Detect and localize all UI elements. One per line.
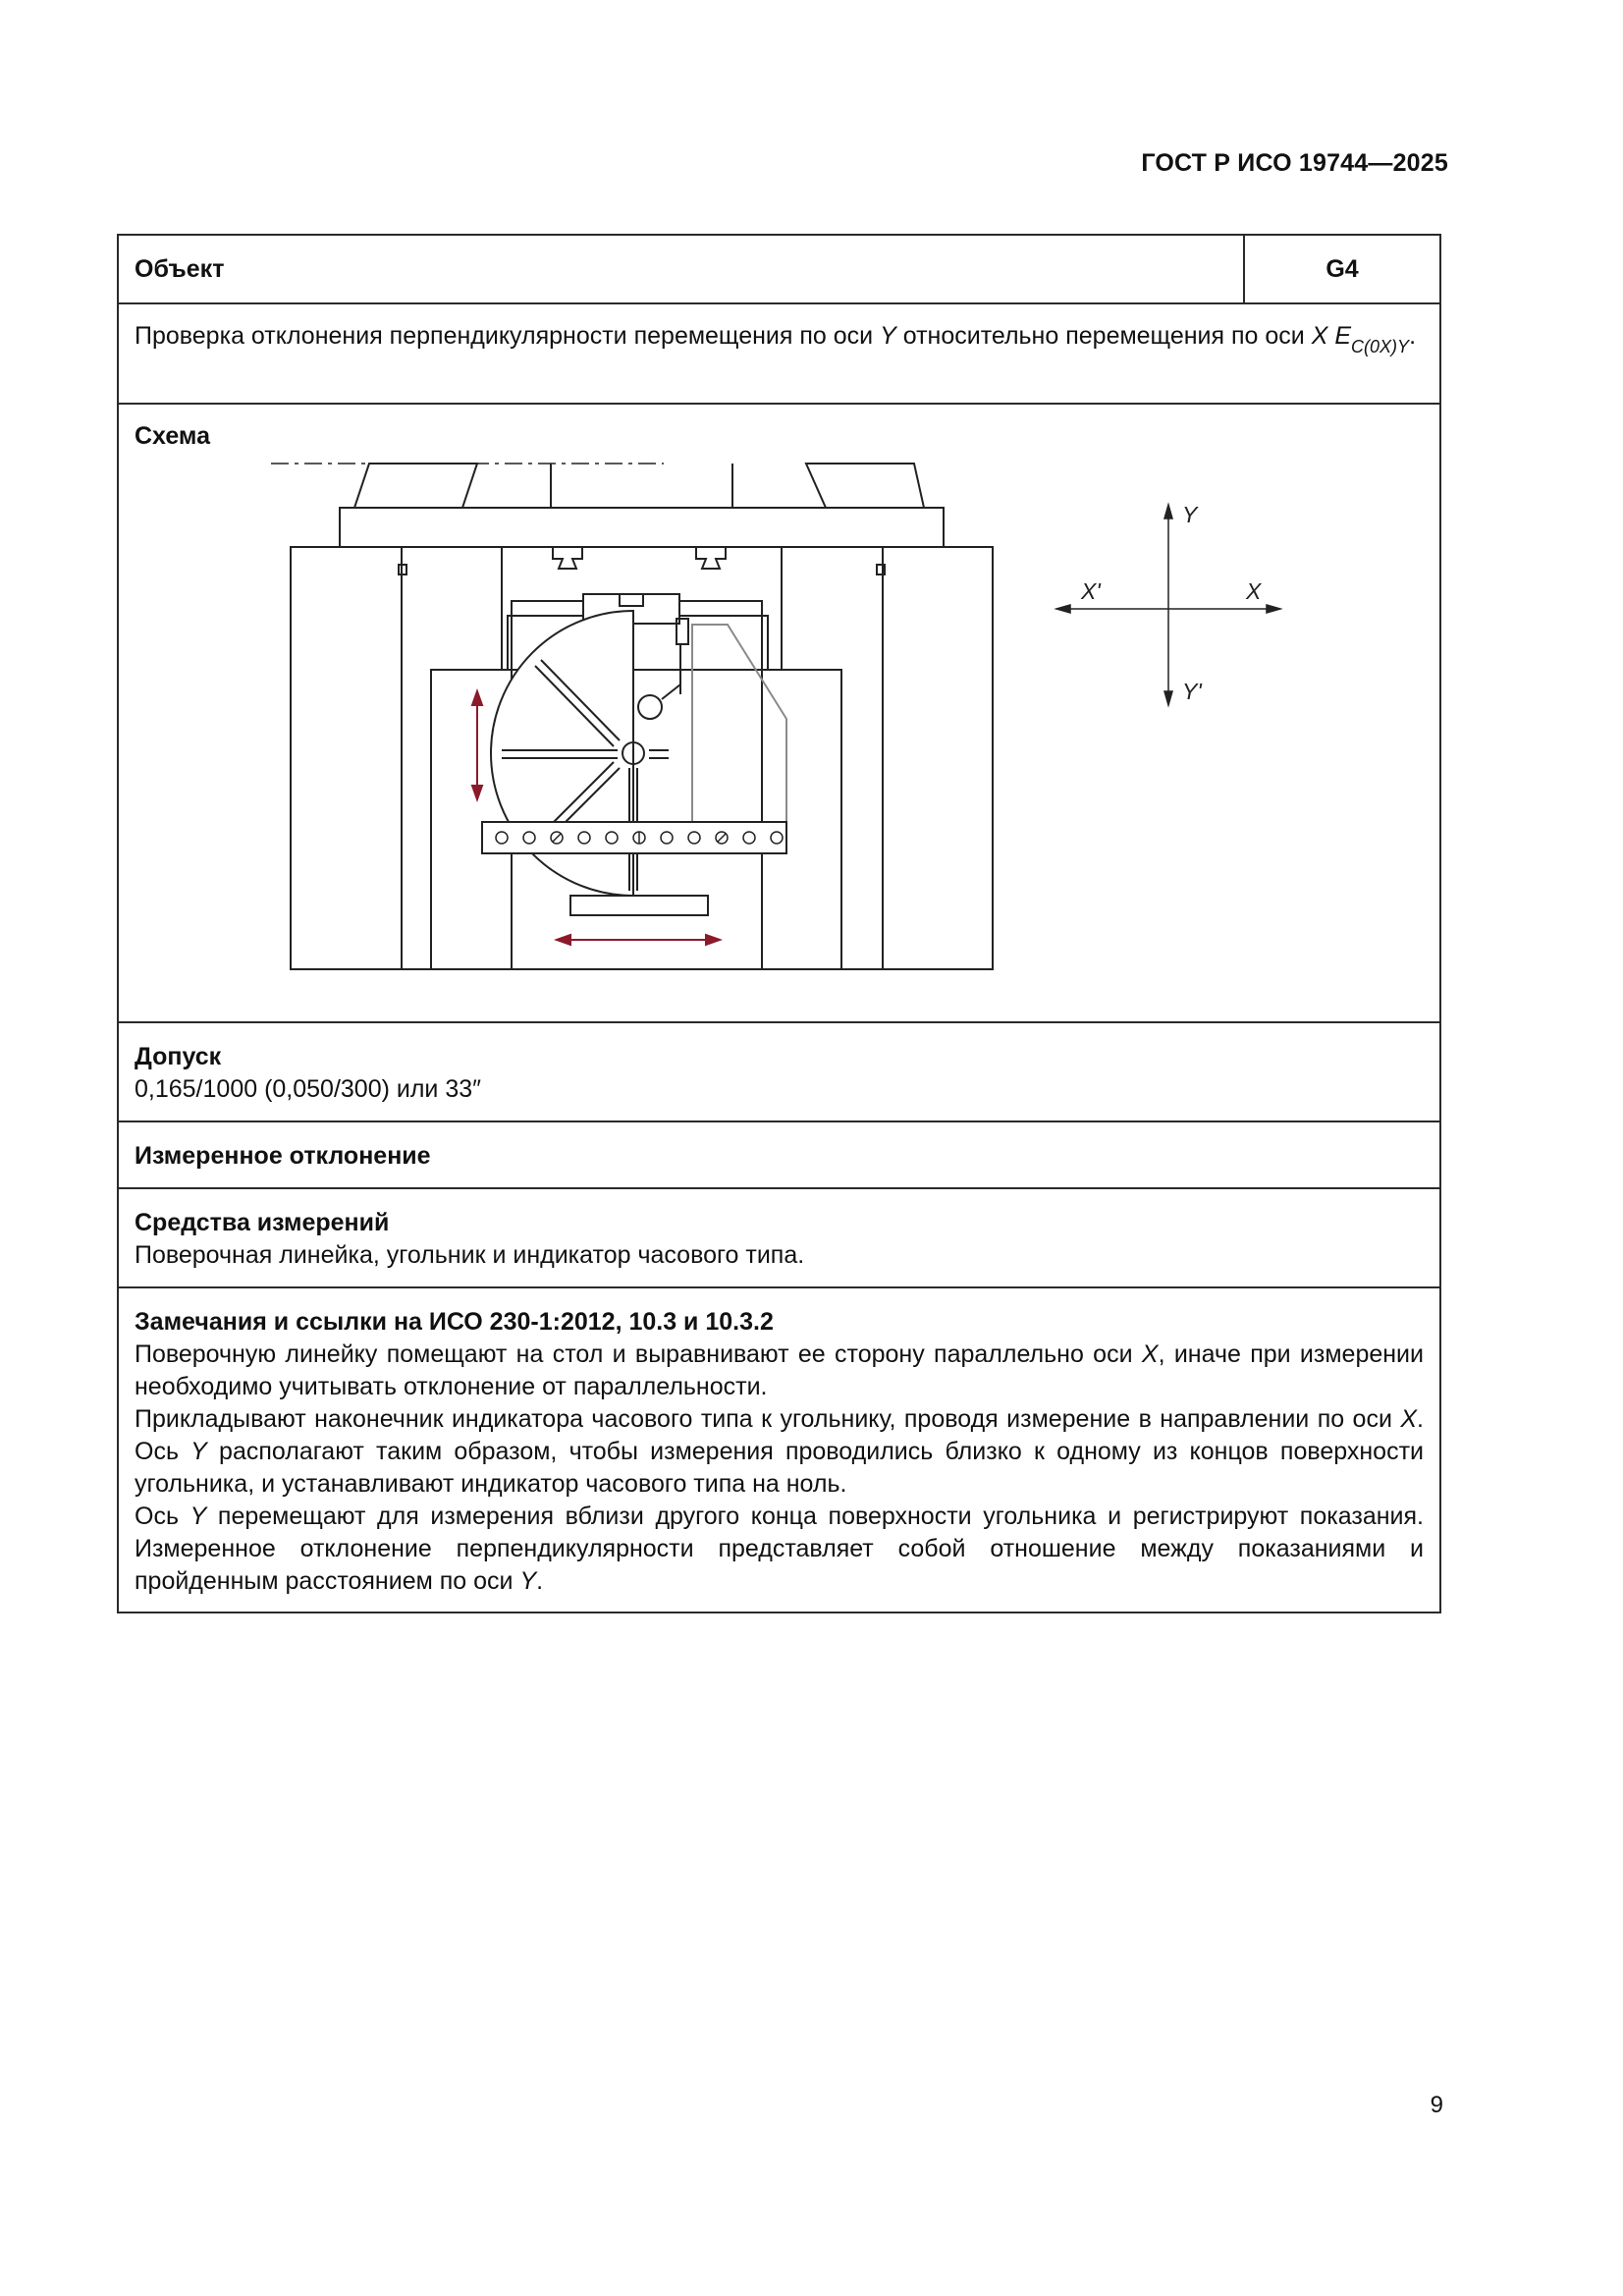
axis-label-x: X — [1246, 578, 1262, 604]
crossbeam — [340, 508, 944, 547]
dial-indicator — [638, 695, 662, 719]
description-text: Проверка отклонения перпендикулярности перемещения по оси — [135, 322, 881, 350]
page-number: 9 — [1430, 2092, 1443, 2118]
object-label: Объект — [135, 255, 225, 283]
notes-row — [119, 1288, 1439, 1612]
axis-label-x-neg: X' — [1081, 578, 1101, 604]
object-code: G4 — [1243, 236, 1439, 302]
description-axis-y: Y — [880, 322, 896, 350]
notes-p2-text: Прикладывают наконечник индикатора часового типа к угольнику, проводя измерение в направлении по оси — [135, 1405, 1401, 1433]
spindle-head-right — [806, 464, 924, 508]
rail-left — [553, 547, 582, 569]
notes-p3-axis-y-2: Y — [519, 1567, 537, 1595]
tolerance-label: Допуск — [135, 1043, 222, 1070]
notes-p2-text-2: . Ось — [135, 1405, 1424, 1465]
axis-label-y: Y — [1182, 502, 1198, 527]
straightedge — [482, 822, 786, 853]
notes-p3-axis-y: Y — [189, 1503, 207, 1530]
description-text-2: относительно перемещения по оси — [895, 322, 1312, 350]
description-axis-x: X — [1311, 322, 1328, 350]
axis-x-head-left — [1056, 605, 1070, 613]
notes-p1-text: Поверочную линейку помещают на стол и выравнивают ее сторону параллельно оси — [135, 1340, 1142, 1368]
notes-label: Замечания и ссылки на ИСО 230-1:2012, 10.3 и 10.3.2 — [135, 1308, 774, 1336]
notes-paragraph-3 — [135, 1501, 1424, 1598]
notes-p2-axis-x: X — [1400, 1405, 1418, 1433]
scheme-label: Схема — [135, 422, 210, 450]
notes-paragraph-2 — [135, 1403, 1424, 1501]
machine-scheme-diagram — [119, 434, 1439, 1013]
scheme-row — [119, 405, 1439, 1023]
notes-paragraph-1 — [135, 1339, 1424, 1403]
notes-p2-text-3: располагают таким образом, чтобы измерения проводились близко к одному из концов поверхности угольника, и устанавливают индикатор часового типа на ноль. — [135, 1438, 1424, 1498]
tolerance-row — [119, 1023, 1439, 1122]
description-end: . — [1409, 322, 1417, 350]
means-row — [119, 1189, 1439, 1288]
tolerance-value: 0,165/1000 (0,050/300) или 33″ — [135, 1075, 482, 1103]
axis-y-head-down — [1164, 691, 1172, 705]
description-row — [119, 304, 1439, 405]
notes-p1-text-2: , иначе при измерении необходимо учитывать отклонение от параллельности. — [135, 1340, 1424, 1400]
notes-p1-axis-x: X — [1141, 1340, 1159, 1368]
axis-y-head-up — [1164, 505, 1172, 519]
measured-row — [119, 1122, 1439, 1189]
axis-label-y-neg: Y' — [1182, 679, 1202, 704]
notes-p2-axis-y: Y — [190, 1438, 207, 1465]
spindle-key — [620, 594, 643, 606]
notes-p3-text: Ось — [135, 1503, 190, 1530]
deviation-symbol-subscript: C(0X)Y — [1351, 337, 1410, 356]
spindle-head-left — [354, 464, 477, 508]
axis-x-head-right — [1267, 605, 1280, 613]
means-label: Средства измерений — [135, 1209, 390, 1236]
notes-p3-text-3: . — [536, 1567, 544, 1595]
deviation-symbol: E — [1334, 322, 1352, 350]
rail-right — [696, 547, 726, 569]
object-row — [119, 236, 1439, 304]
means-value: Поверочная линейка, угольник и индикатор часового типа. — [135, 1241, 805, 1269]
test-table — [117, 234, 1441, 1613]
rotary-table-lower — [570, 896, 708, 915]
document-id: ГОСТ Р ИСО 19744—2025 — [1141, 149, 1448, 177]
notes-p3-text-2: перемещают для измерения вблизи другого конца поверхности угольника и регистрируют показания. Измеренное отклонение перпендикулярности представляет собой отношение между показаниями и пройденным расстоянием по оси — [135, 1503, 1424, 1595]
measured-label: Измеренное отклонение — [135, 1142, 431, 1170]
